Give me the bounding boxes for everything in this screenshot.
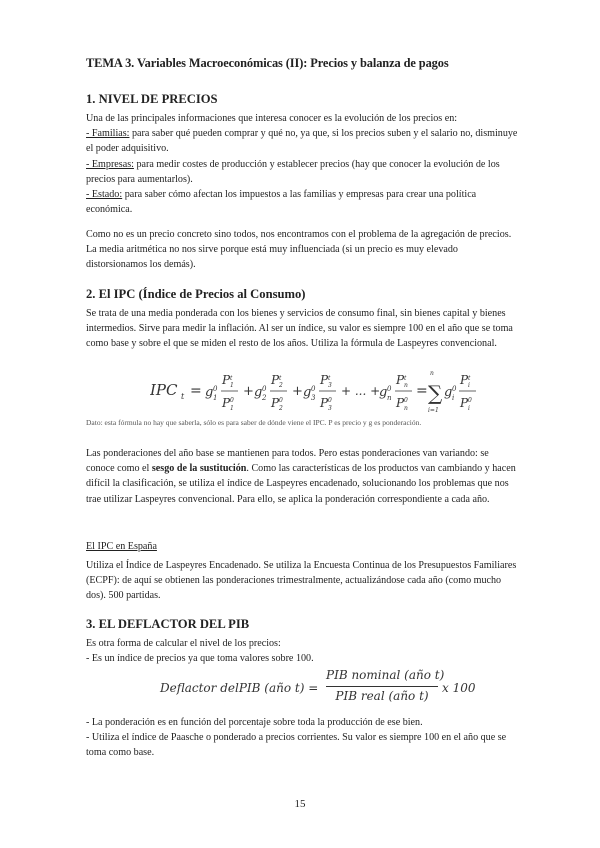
formula-note: Dato: esta fórmula no hay que saberla, sólo es para saber de dónde viene el IPC. P es precio y g es ponderación. xyxy=(86,418,422,427)
sesgo-sustitucion: sesgo de la sustitución xyxy=(151,463,247,475)
svg-text:g: g xyxy=(205,385,214,400)
svg-text:t: t xyxy=(279,375,282,382)
svg-text:P: P xyxy=(271,373,280,387)
estado-text: para saber cómo afectan los impuestos a las familias y empresas para crear una política económica. xyxy=(86,189,477,216)
svg-text:i=1: i=1 xyxy=(428,407,439,414)
svg-text:0: 0 xyxy=(387,385,392,393)
laspeyres-formula xyxy=(150,367,480,415)
svg-text:i: i xyxy=(452,394,455,402)
svg-text:=: = xyxy=(416,383,428,399)
para2-a: Las ponderaciones del año base se mantienen para todos. Pero estas ponderaciones van variando: se conoce como el xyxy=(86,448,489,475)
svg-text:g: g xyxy=(379,385,388,400)
formula-lhs-sub: t xyxy=(181,392,185,401)
section-2-paragraph-1: Se trata de una media ponderada con los bienes y servicios de consumo final, sin bienes capital y bienes intermedios. Sirve para medir la inflación. Al ser un índice, su valor es siempre 100 en el año que se toma como base y sobre el que se miden el resto de los años. Utiliza la fórmula de Laspeyres convencional. xyxy=(86,308,513,350)
deflactor-line-4: - Utiliza el índice de Paasche o ponderado a precios corrientes. Su valor es siempre 100 en el año que se toma como base. xyxy=(86,732,507,759)
deflactor-line-1: Es otra forma de calcular el nivel de los precios: xyxy=(86,638,281,649)
svg-text:+: + xyxy=(243,384,254,399)
svg-text:1: 1 xyxy=(213,394,218,402)
svg-text:P: P xyxy=(222,396,231,410)
section-1-intro xyxy=(86,111,518,217)
svg-text:t: t xyxy=(468,375,471,382)
eq-lhs: Deflactor delPIB (año t) = xyxy=(160,681,319,695)
deflactor-line-2: - Es un índice de precios ya que toma valores sobre 100. xyxy=(86,653,314,665)
svg-text:P: P xyxy=(271,396,280,410)
deflactor-equation xyxy=(160,668,480,708)
svg-text:t: t xyxy=(404,375,407,382)
svg-text:0: 0 xyxy=(279,397,283,404)
svg-text:0: 0 xyxy=(452,385,457,393)
section-2-heading: 2. El IPC (Índice de Precios al Consumo) xyxy=(86,287,306,301)
svg-text:g: g xyxy=(303,385,312,400)
section-3-heading: 3. EL DEFLACTOR DEL PIB xyxy=(86,617,250,631)
svg-text:0: 0 xyxy=(311,385,316,393)
ipc-espana-subheading: El IPC en España xyxy=(86,541,157,552)
svg-text:P: P xyxy=(460,396,469,410)
svg-text:P: P xyxy=(396,396,405,410)
empresas-text: para medir costes de producción y establecer precios (hay que conocer la evolución de los precios para aumentarlos). xyxy=(86,158,500,185)
section-1-heading: 1. NIVEL DE PRECIOS xyxy=(86,92,218,106)
svg-text:3: 3 xyxy=(311,394,316,402)
svg-text:n: n xyxy=(430,370,434,377)
formula-lhs: IPC xyxy=(150,381,178,399)
svg-text:2: 2 xyxy=(279,405,283,412)
svg-text:P: P xyxy=(396,373,405,387)
svg-text:i: i xyxy=(468,405,470,412)
svg-text:t: t xyxy=(328,375,331,382)
svg-text:0: 0 xyxy=(213,385,218,393)
svg-text:1: 1 xyxy=(230,405,234,412)
deflactor-line-3: - La ponderación es en función del porcentaje sobre toda la producción de ese bien. xyxy=(86,717,423,728)
document-title: TEMA 3. Variables Macroeconómicas (II): Precios y balanza de pagos xyxy=(86,56,449,70)
section-2-paragraph-3: Utiliza el Índice de Laspeyres Encadenado. Se utiliza la Encuesta Continua de los Presupuestos Familiares (ECPF): de aquí se obtienen las ponderaciones trimestralmente, actualizándose cada año (como mucho dos). 500 partidas. xyxy=(86,560,517,602)
estado-label: - Estado: xyxy=(86,189,123,201)
intro-text: Una de las principales informaciones que interesa conocer es la evolución de los precios en: xyxy=(86,113,458,124)
svg-text:n: n xyxy=(387,394,392,402)
svg-text:+: + xyxy=(292,384,303,399)
eq-fraction-bar xyxy=(326,686,438,687)
svg-text:0: 0 xyxy=(230,397,234,404)
eq-denominator: PIB real (año t) xyxy=(335,689,429,703)
section-2-paragraph-2 xyxy=(86,446,518,507)
page-number: 15 xyxy=(294,798,306,810)
svg-text:2: 2 xyxy=(262,394,267,402)
svg-text:n: n xyxy=(404,405,408,412)
svg-text:P: P xyxy=(320,373,329,387)
svg-text:0: 0 xyxy=(468,397,472,404)
empresas-label: - Empresas: xyxy=(86,158,134,170)
svg-text:=: = xyxy=(190,383,202,399)
svg-text:P: P xyxy=(460,373,469,387)
eq-rhs: x 100 xyxy=(442,681,476,695)
svg-text:P: P xyxy=(320,396,329,410)
section-3-bullets xyxy=(86,715,518,761)
svg-text:+ ... +: + ... + xyxy=(341,384,381,398)
svg-text:i: i xyxy=(468,382,470,389)
eq-numerator: PIB nominal (año t) xyxy=(326,668,445,682)
familias-text: para saber qué pueden comprar y qué no, ya que, si los precios suben y el salario no, disminuye el poder adquisitivo. xyxy=(86,128,518,155)
svg-text:2: 2 xyxy=(279,382,283,389)
svg-text:n: n xyxy=(404,382,408,389)
svg-text:P: P xyxy=(222,373,231,387)
svg-text:0: 0 xyxy=(404,397,408,404)
svg-text:t: t xyxy=(230,375,233,382)
svg-text:0: 0 xyxy=(328,397,332,404)
svg-text:g: g xyxy=(444,385,453,400)
svg-text:1: 1 xyxy=(230,382,234,389)
section-1-paragraph-2: Como no es un precio concreto sino todos, nos encontramos con el problema de la agregación de precios. La media aritmética no nos sirve porque está muy influenciada (si un precio es muy elevado distorsionamos los demás). xyxy=(86,229,512,271)
para2-b: . Como las características de los productos van cambiando y hacen difícil la clasificación, se utiliza el índice de Laspeyres encadenado, solucionando los problemas que nos trae utilizar Laspeyres convencional. Para ello, se aplica la ponderación correspondiente a cada año. xyxy=(86,463,516,505)
svg-text:0: 0 xyxy=(262,385,267,393)
svg-text:3: 3 xyxy=(328,405,332,412)
svg-text:g: g xyxy=(254,385,263,400)
svg-text:∑: ∑ xyxy=(428,381,443,405)
svg-text:3: 3 xyxy=(328,382,332,389)
familias-label: - Familias: xyxy=(86,128,130,140)
section-3-lines xyxy=(86,636,518,666)
